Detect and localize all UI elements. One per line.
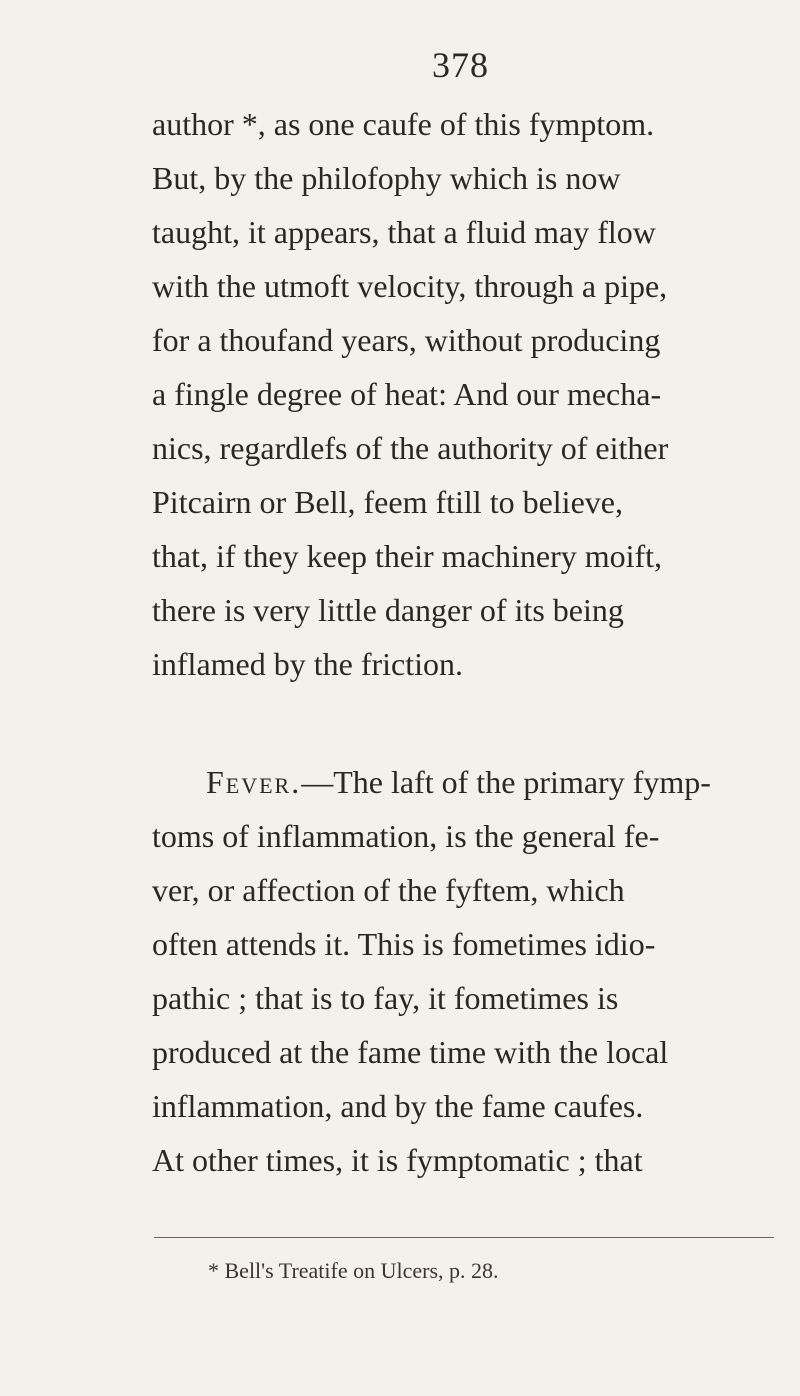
text-line: Fever.—The laft of the primary fymp- [206, 764, 711, 800]
text-line: with the utmoft velocity, through a pipe, [152, 268, 668, 304]
text-line: author *, as one caufe of this fymptom. [152, 106, 655, 142]
text-line: Pitcairn or Bell, feem ftill to believe, [152, 484, 623, 520]
text-line: there is very little danger of its being [152, 592, 624, 628]
text-line: produced at the fame time with the local [152, 1034, 669, 1070]
section-lead-word: Fever. [206, 764, 302, 800]
text-line: that, if they keep their machinery moift, [152, 538, 663, 574]
text-line: for a thoufand years, without producing [152, 322, 661, 358]
text-line: taught, it appears, that a fluid may flow [152, 214, 656, 250]
text-line: often attends it. This is fometimes idio- [152, 926, 656, 962]
text-line: inflamed by the friction. [152, 646, 464, 682]
text-line: pathic ; that is to fay, it fometimes is [152, 980, 619, 1016]
text-line: a fingle degree of heat: And our mecha- [152, 376, 662, 412]
text-line: But, by the philofophy which is now [152, 160, 621, 196]
page-number: 378 [432, 45, 489, 85]
text-line: At other times, it is fymptomatic ; that [152, 1142, 643, 1178]
text-line: nics, regardlefs of the authority of either [152, 430, 669, 466]
footnote-rule [154, 1237, 774, 1238]
text-line: toms of inflammation, is the general fe- [152, 818, 660, 854]
footnote: * Bell's Treatife on Ulcers, p. 28. [208, 1258, 499, 1283]
text-line: inflammation, and by the fame caufes. [152, 1088, 644, 1124]
text-line: ver, or affection of the fyftem, which [152, 872, 625, 908]
